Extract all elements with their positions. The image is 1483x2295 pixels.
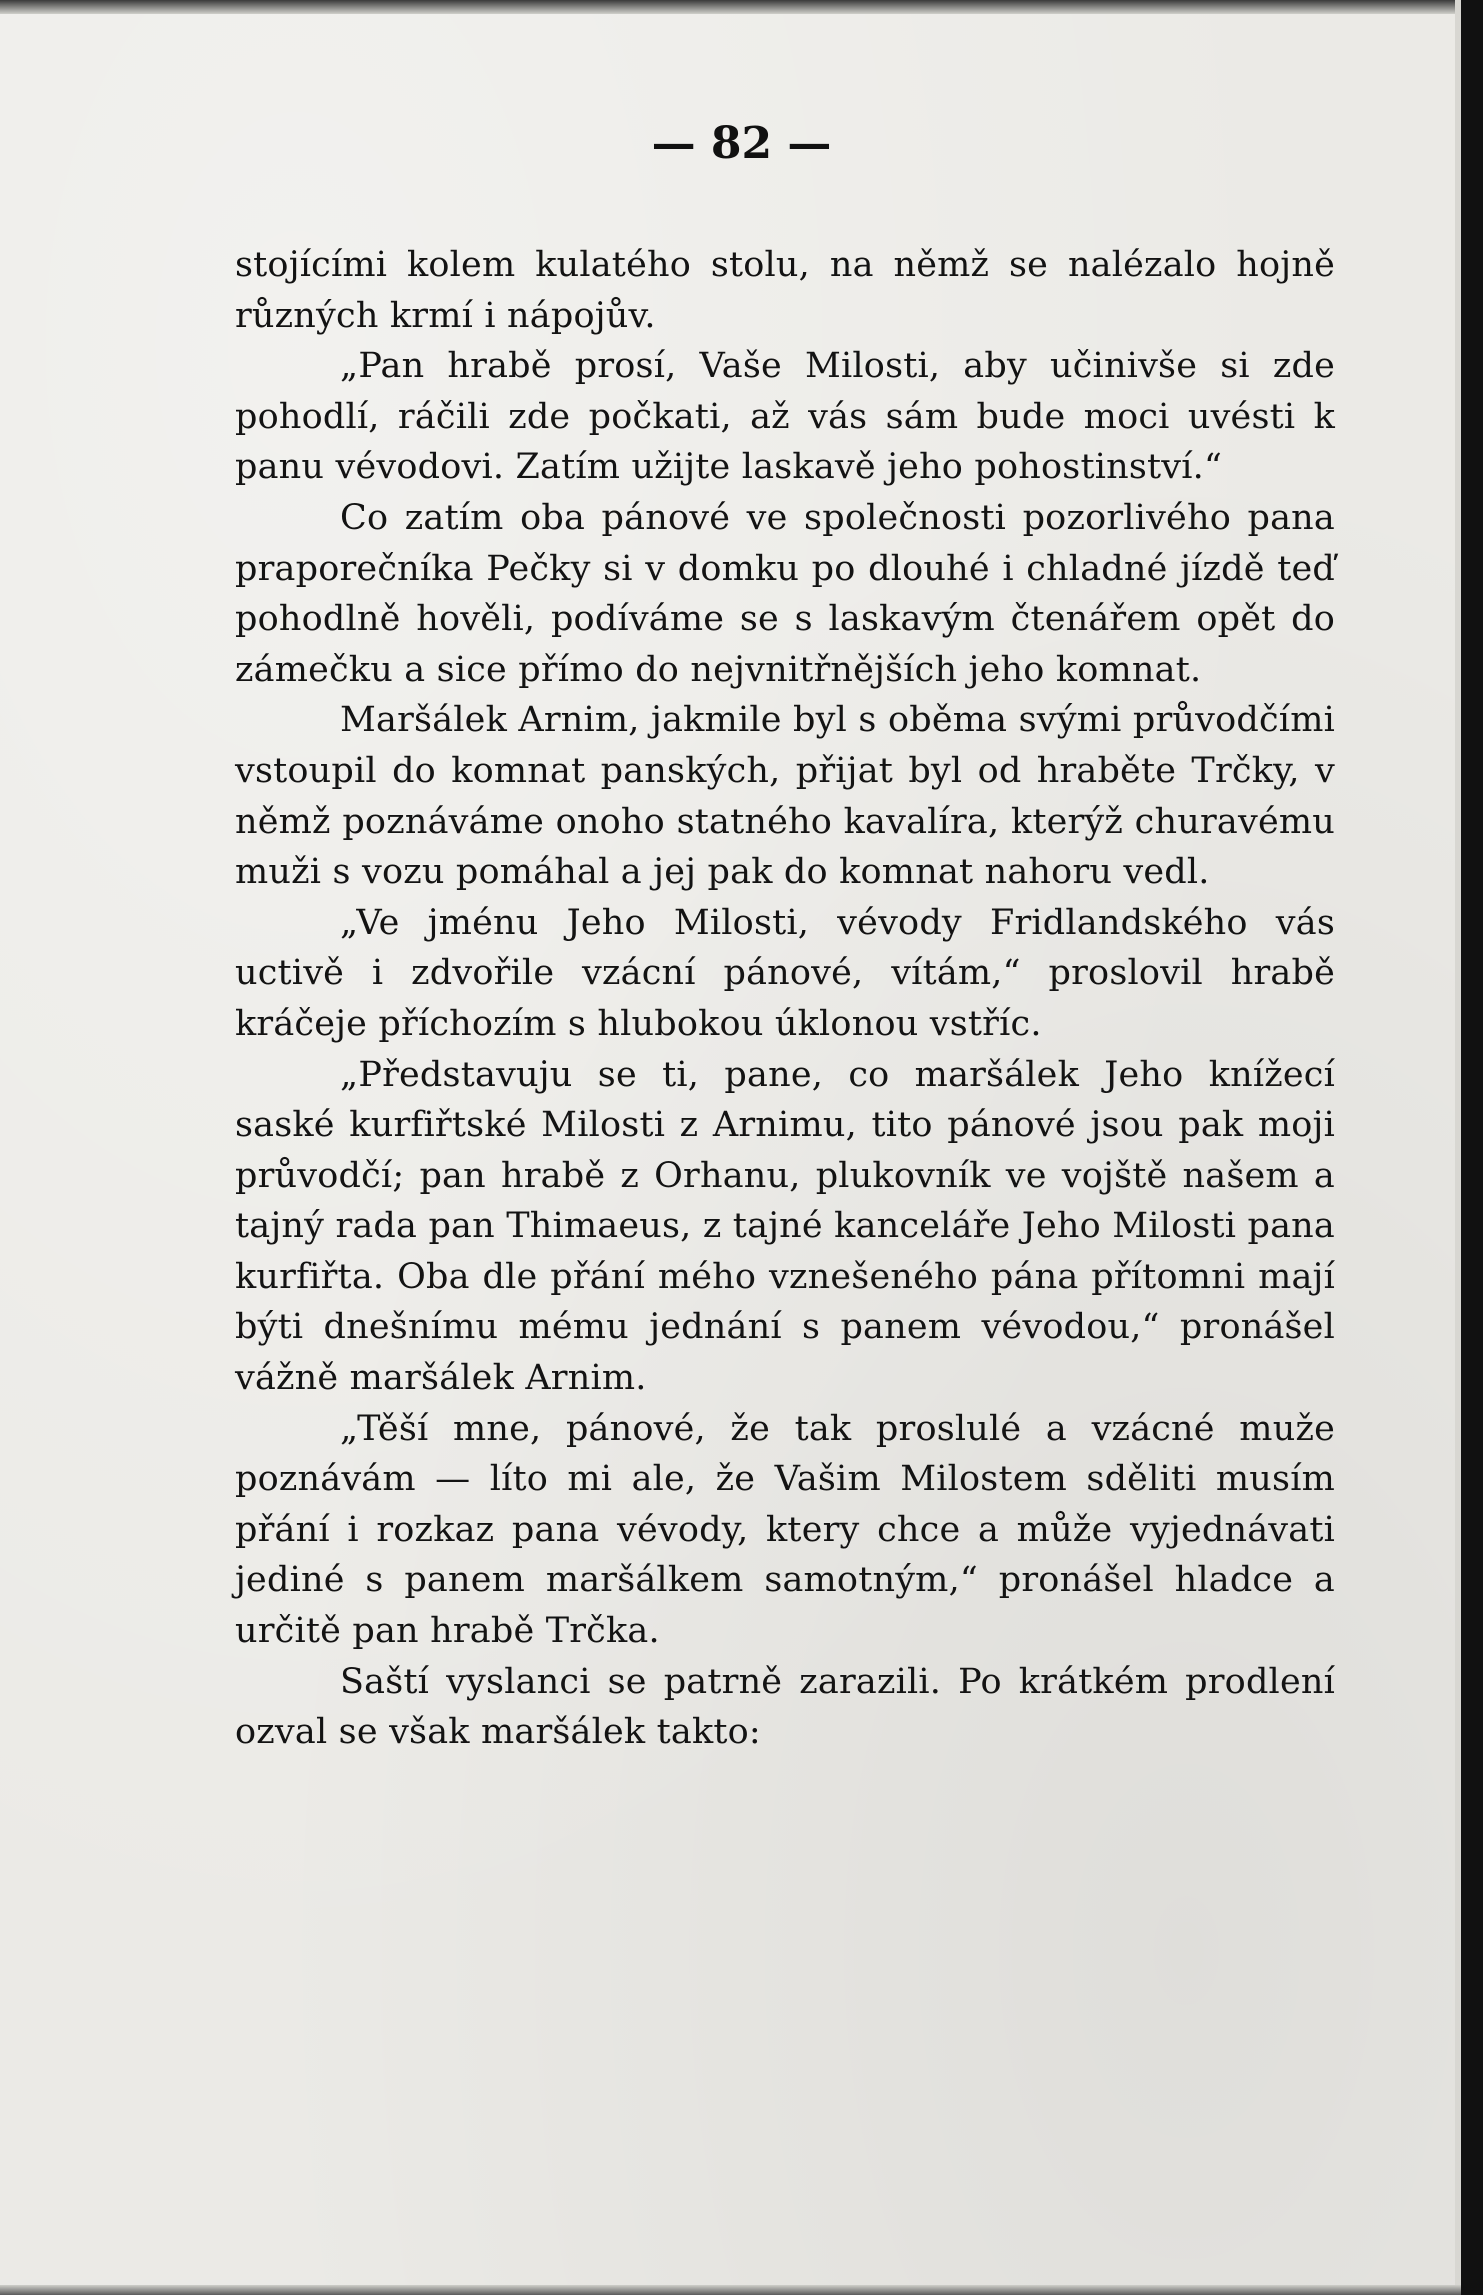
paragraph: „Představuju se ti, pane, co maršálek Jeho knížecí saské kurfiřtské Milosti z Arnimu, tito pánové jsou pak moji průvodčí; pan hrabě z Orhanu, plukovník ve vojště našem a tajný rada pan Thimaeus, z tajné kanceláře Jeho Milosti pana kurfiřta. Oba dle přání mého vznešeného pána přítomni mají býti dnešnímu mému jednání s panem vévodou,“ pronášel vážně maršálek Arnim. [235, 1054, 1335, 1399]
body-text [235, 240, 1335, 1758]
scan-edge-top [0, 0, 1461, 14]
paragraph: Maršálek Arnim, jakmile byl s oběma svými průvodčími vstoupil do komnat panských, přijat byl od hraběte Trčky, v němž poznáváme onoho statného kavalíra, kterýž churavému muži s vozu pomáhal a jej pak do komnat nahoru vedl. [235, 700, 1335, 893]
paragraph: „Pan hrabě prosí, Vaše Milosti, aby učinivše si zde pohodlí, ráčili zde počkati, až vás sám bude moci uvésti k panu vévodovi. Zatím užijte laskavě jeho pohostinství.“ [235, 346, 1335, 488]
scan-edge-right [1461, 0, 1483, 2295]
paragraph: „Ve jménu Jeho Milosti, vévody Fridlandského vás uctivě i zdvořile vzácní pánové, vítám,“ proslovil hrabě kráčeje příchozím s hlubokou úklonou vstříc. [235, 902, 1335, 1044]
paragraph: Saští vyslanci se patrně zarazili. Po krátkém prodlení ozval se však maršálek takto: [235, 1661, 1335, 1753]
scan-edge-bottom [0, 2285, 1461, 2295]
paragraph: „Těší mne, pánové, že tak proslulé a vzácné muže poznávám — líto mi ale, že Vašim Milostem sděliti musím přání i rozkaz pana vévody, ktery chce a může vyjednávati jediné s panem maršálkem samotným,“ pronášel hladce a určitě pan hrabě Trčka. [235, 1408, 1335, 1652]
paragraph-continuation: stojícími kolem kulatého stolu, na němž se nalézalo hojně různých krmí i nápojův. [235, 245, 1335, 336]
paragraph: Co zatím oba pánové ve společnosti pozorlivého pana praporečníka Pečky si v domku po dlouhé i chladné jízdě teď pohodlně hověli, podíváme se s laskavým čtenářem opět do zámečku a sice přímo do nejvnitřnějších jeho komnat. [235, 497, 1335, 690]
page-number: — 82 — [651, 118, 832, 169]
